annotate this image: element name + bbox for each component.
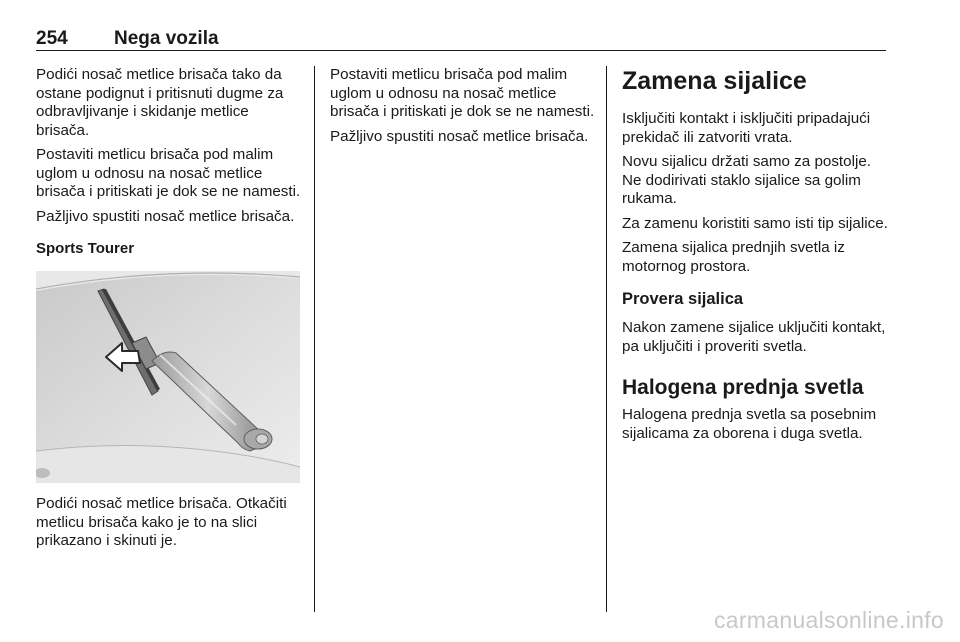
subheading-sports-tourer: Sports Tourer (36, 240, 135, 257)
paragraph: Isključiti kontakt i isključiti pripadajući prekidač ili zatvoriti vrata. (622, 110, 871, 146)
chapter-title: Nega vozila (114, 28, 219, 49)
wiper-blade-illustration (36, 271, 300, 483)
column-divider (314, 66, 315, 612)
page-header (36, 26, 886, 51)
paragraph: Postaviti metlicu brisača pod malim uglom u odnosu na nosač metlice brisača i pritiskati je dok se ne namesti. (36, 146, 301, 200)
paragraph: Nakon zamene sijalice uključiti kontakt, pa uključiti i proveriti svetla. (622, 319, 886, 355)
paragraph: Pažljivo spustiti nosač metlice brisača. (36, 207, 295, 225)
paragraph: Halogena prednja svetla sa posebnim sijalicama za oborena i duga svetla. (622, 406, 877, 442)
section-title-zamena-sijalice: Zamena sijalice (622, 67, 807, 95)
page-number: 254 (36, 28, 68, 49)
paragraph: Zamena sijalica prednjih svetla iz motornog prostora. (622, 239, 845, 275)
subheading-provera-sijalica: Provera sijalica (622, 290, 744, 308)
column-right (622, 66, 890, 449)
column-middle (330, 66, 595, 152)
paragraph: Za zamenu koristiti samo isti tip sijalice. (622, 214, 888, 232)
column-divider (606, 66, 607, 612)
section-title-halogena: Halogena prednja svetla (622, 376, 864, 399)
paragraph: Pažljivo spustiti nosač metlice brisača. (330, 127, 589, 145)
paragraph: Podići nosač metlice brisača tako da ostane podignut i pritisnuti dugme za odbravljivanje i skidanje metlice brisača. (36, 66, 284, 139)
paragraph: Postaviti metlicu brisača pod malim uglom u odnosu na nosač metlice brisača i pritiskati je dok se ne namesti. (330, 66, 595, 120)
watermark: carmanualsonline.info (713, 607, 944, 633)
figure-caption: Podići nosač metlice brisača. Otkačiti metlicu brisača kako je to na slici prikazano i skinuti je. (36, 495, 287, 549)
column-left (36, 66, 304, 557)
paragraph: Novu sijalicu držati samo za postolje. Ne dodirivati staklo sijalice sa golim rukama. (622, 153, 872, 207)
